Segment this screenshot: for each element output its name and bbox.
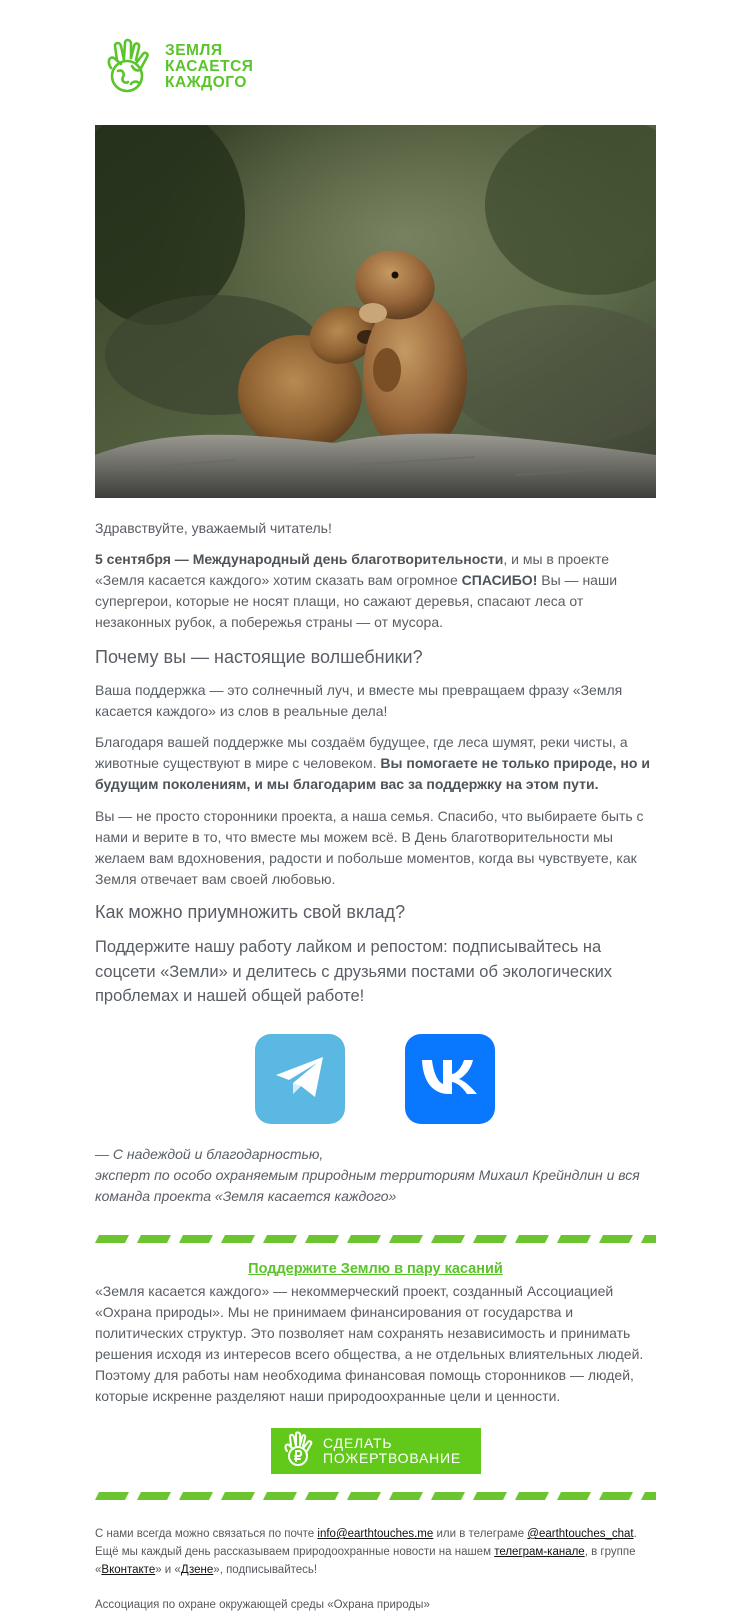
- hand-planet-icon: [101, 38, 157, 96]
- hand-coin-icon: [281, 1431, 315, 1472]
- logo-wordmark: [165, 43, 253, 91]
- social-buttons: [255, 1034, 495, 1124]
- telegram-channel-link[interactable]: телеграм-канале: [494, 1546, 585, 1558]
- footer-association: Ассоциация по охране окружающей среды «Охрана природы»: [95, 1599, 430, 1611]
- future-bold: Вы помогаете не только природе, но и будущим поколениям, и мы благодарим вас за поддержку на этом пути.: [95, 755, 650, 792]
- donate-button[interactable]: [271, 1428, 481, 1474]
- stripe-divider-bottom: [95, 1492, 656, 1500]
- heading-multiply: Как можно приумножить свой вклад?: [95, 902, 406, 922]
- logo-line-1: ЗЕМЛЯ: [165, 42, 223, 59]
- intro-bold-thanks: СПАСИБО!: [461, 572, 538, 588]
- support-link[interactable]: Поддержите Землю в пару касаний: [248, 1261, 503, 1277]
- footer-text-4: , в группе «: [95, 1546, 636, 1576]
- telegram-icon: [273, 1054, 327, 1105]
- logo-line-2: КАСАЕТСЯ: [165, 58, 254, 75]
- telegram-button[interactable]: [255, 1034, 345, 1124]
- vk-group-link[interactable]: Вконтакте: [101, 1564, 156, 1576]
- logo[interactable]: [101, 37, 253, 97]
- paragraph-family: Вы — не просто сторонники проекта, а наша семья. Спасибо, что выбираете быть с нами и верите в то, что вместе мы можем всё. В День благотворительности мы желаем вам вдохновения, радости и побольше моментов, когда вы чувствуете, как Земля отвечает вам своей любовью.: [95, 808, 644, 887]
- future-text: Благодаря вашей поддержке мы создаём будущее, где леса шумят, реки чисты, а животные существуют в мире с человеком.: [95, 734, 628, 771]
- signature-line-2: эксперт по особо охраняемым природным территориям Михаил Крейндлин и вся команда проекта «Земля касается каждого»: [95, 1167, 640, 1204]
- donate-line-1: СДЕЛАТЬ: [323, 1435, 393, 1451]
- footer-text-1: С нами всегда можно связаться по почте: [95, 1528, 318, 1540]
- footer-text-3: . Ещё мы каждый день рассказываем природоохранные новости на нашем: [95, 1528, 637, 1558]
- footer-text-6: », подписывайтесь!: [213, 1564, 318, 1576]
- logo-line-3: КАЖДОГО: [165, 74, 247, 91]
- donate-line-2: ПОЖЕРТВОВАНИЕ: [323, 1450, 462, 1466]
- lead-paragraph: Поддержите нашу работу лайком и репостом: подписывайтесь на соцсети «Земли» и делитесь с друзьями постами об экологических проблемах и нашей общей работе!: [95, 938, 613, 1005]
- donate-label: [323, 1436, 461, 1466]
- intro-bold-date: 5 сентября — Международный день благотворительности: [95, 551, 504, 567]
- vk-button[interactable]: [405, 1034, 495, 1124]
- support-link-row: [95, 1260, 656, 1278]
- footer-contacts: [95, 1525, 656, 1579]
- signature: [95, 1144, 656, 1207]
- dzen-link[interactable]: Дзене: [180, 1564, 214, 1576]
- support-paragraph: «Земля касается каждого» — некоммерческий проект, созданный Ассоциацией «Охрана природы». Мы не принимаем финансирования от государства и политических структур. Это позволяет нам сохранять независимость и принимать решения исходя из интересов всего общества, а не отдельных влиятельных людей. Поэтому для работы нам необходима финансовая помощь сторонников — людей, которые искренне разделяют наши природоохранные цели и ценности.: [95, 1283, 644, 1404]
- intro-text-1: , и мы в проекте «Земля касается каждого» хотим сказать вам огромное: [95, 551, 609, 588]
- telegram-chat-link[interactable]: @earthtouches_chat: [527, 1528, 634, 1540]
- vk-icon: [419, 1058, 481, 1101]
- signature-line-1: — С надеждой и благодарностью,: [95, 1146, 324, 1162]
- greeting: Здравствуйте, уважаемый читатель!: [95, 520, 332, 536]
- stripe-divider-top: [95, 1235, 656, 1243]
- footer-text-5: » и «: [155, 1564, 181, 1576]
- prairie-dogs-photo: [95, 125, 656, 498]
- footer-text-2: или в телеграме: [433, 1528, 528, 1540]
- heading-wizards: Почему вы — настоящие волшебники?: [95, 647, 423, 667]
- intro-text-2: Вы — наши супергерои, которые не носят плащи, но сажают деревья, спасают леса от незаконных рубок, а побережья страны — от мусора.: [95, 572, 618, 630]
- paragraph-support: Ваша поддержка — это солнечный луч, и вместе мы превращаем фразу «Земля касается каждого» из слов в реальные дела!: [95, 682, 623, 719]
- email-link[interactable]: info@earthtouches.me: [317, 1528, 434, 1540]
- intro-paragraph: [95, 549, 656, 633]
- paragraph-future: [95, 732, 656, 795]
